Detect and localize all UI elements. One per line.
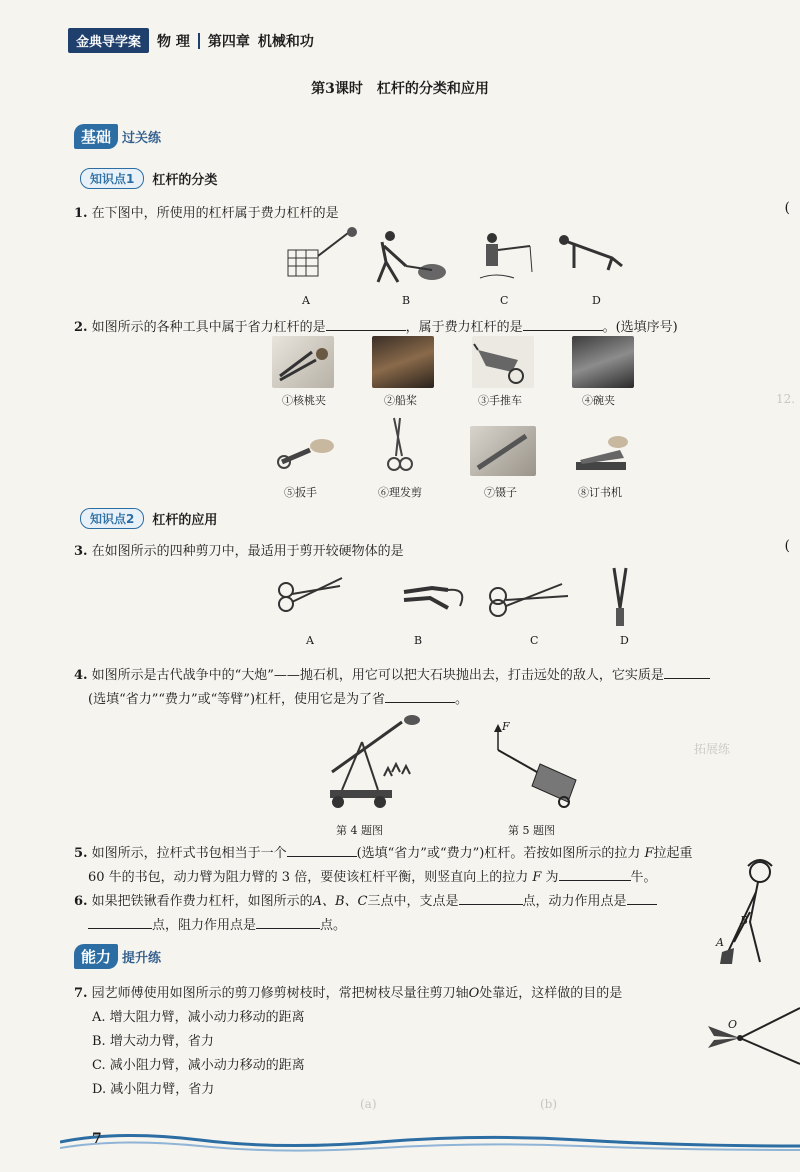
q2-item-2: ②船桨: [384, 394, 417, 407]
bleed-fig-a-label: (a): [360, 1097, 377, 1111]
q6-number: 6.: [74, 894, 88, 909]
scissors-icon: [380, 416, 420, 476]
q3-scissors-c-icon: [490, 584, 568, 616]
chapter-label: 第四章: [207, 33, 250, 50]
q5-line2-text-b: 为: [545, 870, 559, 885]
lesson-title: 第3课时 杠杆的分类和应用: [311, 81, 489, 97]
q7-axis-o: O: [468, 986, 480, 1001]
q1-answer-paren: (: [784, 200, 790, 216]
page-number: 7: [92, 1131, 102, 1147]
fig4-trebuchet-illustration: [322, 712, 432, 812]
q4-line1-text: 如图所示是古代战争中的“大炮”——抛石机，用它可以把大石块抛出去，打击远处的敌人，它实质是: [91, 668, 664, 683]
q3-label-c: C: [530, 634, 539, 647]
q1-label-c: C: [500, 294, 509, 307]
section-ability-tag: 能力: [74, 944, 118, 969]
q4-blank-1[interactable]: [664, 666, 710, 679]
tweezers-icon: [470, 426, 536, 476]
q3-stem: [74, 540, 404, 559]
q6-line1-text-a: 如果把铁锹看作费力杠杆，如图所示的: [91, 894, 313, 909]
section-ability-sub: 提升练: [122, 951, 162, 966]
brand-label: 金典导学案: [68, 28, 149, 53]
q5-number: 5.: [74, 846, 88, 861]
q4-blank-2[interactable]: [385, 690, 455, 703]
q6-blank-3[interactable]: [256, 916, 320, 929]
q5-line2-force-f: F: [532, 870, 542, 885]
q2-blank-1[interactable]: [326, 318, 406, 331]
bleed-q12-number: 12.: [776, 392, 796, 406]
q5-line2-text-c: 牛。: [630, 870, 657, 885]
q5-line-2: [88, 866, 657, 885]
wrench-icon: [276, 428, 338, 476]
bleed-fig-b-label: (b): [540, 1097, 558, 1111]
q1-figure-row: [282, 226, 642, 288]
q1-option-c-illustration: [480, 233, 532, 278]
q2-item-7: ⑦镊子: [484, 486, 517, 499]
knowledge-point-1: [80, 168, 217, 189]
kp2-pill: 知识点2: [80, 508, 144, 529]
chapter-title: 机械和功: [257, 33, 314, 50]
q1-text: 在下图中，所使用的杠杆属于费力杠杆的是: [91, 206, 339, 221]
q5-line1-text-b: (选填“省力”或“费力”)杠杆。若按如图所示的拉力: [356, 846, 641, 861]
q2-photo-hair-scissors: [380, 416, 420, 476]
q3-label-d: D: [620, 634, 629, 647]
bleed-tuozhan-label: 拓展练: [694, 742, 731, 756]
nutcracker-icon: [272, 336, 334, 388]
q2-photo-stapler: [572, 428, 634, 476]
q3-scissors-row: [272, 562, 652, 632]
q6-line1-points: A、B、C: [312, 894, 368, 909]
q2-photo-wrench: [276, 428, 338, 476]
knowledge-point-2: [80, 508, 217, 529]
q3-scissors-a-icon: [279, 578, 342, 611]
q3-label-a: A: [306, 634, 314, 647]
q6-line1-text-c: 点，动力作用点是: [522, 894, 627, 909]
subject-label: 物 理: [157, 33, 190, 50]
section-basic-badge: [74, 124, 161, 149]
q2-photo-wheelbarrow: [472, 336, 534, 388]
stapler-icon: [572, 428, 634, 476]
section-basic-sub: 过关练: [122, 131, 162, 146]
q2-item-8: ⑧订书机: [578, 486, 622, 499]
q5-line2-text-a: 60 牛的书包，动力臂为阻力臂的 3 倍，要使该杠杆平衡，则竖直向上的拉力: [88, 870, 529, 885]
fig5-force-label: F: [502, 720, 510, 733]
q4-line-2: [88, 688, 468, 707]
q3-number: 3.: [74, 544, 88, 559]
q5-line-1: [74, 842, 693, 861]
q3-answer-paren: (: [784, 538, 790, 554]
q2-text-c: 。(选填序号): [602, 320, 678, 335]
kp2-title: 杠杆的应用: [152, 513, 218, 528]
q2-item-1: ①核桃夹: [282, 394, 326, 407]
q5-line1-text-a: 如图所示，拉杆式书包相当于一个: [91, 846, 287, 861]
q5-blank-2[interactable]: [559, 868, 631, 881]
header-divider: [198, 33, 200, 49]
fig4-caption: 第 4 题图: [336, 824, 383, 837]
section-basic-tag: 基础: [74, 124, 118, 149]
q7-text-a: 园艺师傅使用如图所示的剪刀修剪树枝时，常把树枝尽量往剪刀轴: [91, 986, 469, 1001]
q3-text: 在如图所示的四种剪刀中，最适用于剪开较硬物体的是: [91, 544, 404, 559]
q7-pruning-shears-illustration: [704, 1002, 800, 1076]
q6-blank-2[interactable]: [627, 892, 657, 905]
q2-item-5: ⑤扳手: [284, 486, 317, 499]
q2-item-4: ④碗夹: [582, 394, 615, 407]
q2-photo-bowl-clamp: [572, 336, 634, 388]
q7-stem: [74, 982, 622, 1001]
q2-item-6: ⑥理发剪: [378, 486, 422, 499]
q7-text-b: 处靠近，这样做的目的是: [479, 986, 623, 1001]
q7-option-b[interactable]: B. 增大动力臂，省力: [92, 1034, 214, 1049]
q2-item-3: ③手推车: [478, 394, 522, 407]
q4-line2-text-a: (选填“省力”“费力”或“等臂”)杠杆，使用它是为了省: [88, 692, 386, 707]
q2-number: 2.: [74, 320, 88, 335]
q7-number: 7.: [74, 986, 88, 1001]
q1-option-d-illustration: [559, 235, 622, 270]
q3-label-b: B: [414, 634, 423, 647]
q1-option-a-illustration: [288, 227, 357, 276]
q5-blank-1[interactable]: [287, 844, 357, 857]
page-header: [68, 28, 314, 53]
q6-line-1: [74, 890, 657, 909]
wheelbarrow-icon: [472, 336, 534, 388]
fig5-trolley-bag-illustration: [484, 722, 584, 812]
q6-line2-text-a: 点，阻力作用点是: [152, 918, 257, 933]
footer-wave-decoration: [60, 1128, 800, 1154]
section-ability-badge: [74, 944, 161, 969]
q3-scissors-b-icon: [404, 588, 462, 608]
q6-shovel-worker-illustration: [720, 852, 800, 972]
q1-number: 1.: [74, 206, 88, 221]
q1-label-b: B: [402, 294, 411, 307]
q6-line2-text-b: 点。: [320, 918, 347, 933]
q6-line-2: [88, 914, 346, 933]
q7-option-d[interactable]: D. 减小阻力臂，省力: [92, 1082, 215, 1097]
q5-line1-force-f: F: [644, 846, 654, 861]
q1-stem: [74, 202, 339, 221]
q4-line-1: [74, 664, 710, 683]
q7-option-c[interactable]: C. 减小阻力臂，减小动力移动的距离: [92, 1058, 305, 1073]
q7-fig-label-o: O: [728, 1018, 738, 1031]
q2-stem: [74, 316, 678, 335]
q4-line2-text-b: 。: [455, 692, 469, 707]
q1-label-d: D: [592, 294, 601, 307]
q6-fig-label-a: A: [716, 936, 724, 949]
q4-number: 4.: [74, 668, 88, 683]
q2-photo-oar: [372, 336, 434, 388]
q2-text-a: 如图所示的各种工具中属于省力杠杆的是: [91, 320, 326, 335]
q6-fig-label-b: B: [740, 914, 749, 927]
q6-blank-1[interactable]: [459, 892, 523, 905]
q5-line1-text-c: 拉起重: [653, 846, 693, 861]
q1-label-a: A: [302, 294, 310, 307]
kp1-pill: 知识点1: [80, 168, 144, 189]
q1-option-b-illustration: [378, 231, 446, 282]
kp1-title: 杠杆的分类: [152, 173, 218, 188]
fig5-caption: 第 5 题图: [508, 824, 555, 837]
q6-blank-2-cont[interactable]: [88, 916, 152, 929]
q2-photo-walnut-cracker: [272, 336, 334, 388]
q2-text-b: ，属于费力杠杆的是: [405, 320, 523, 335]
q6-line1-text-b: 三点中，支点是: [367, 894, 459, 909]
q2-photo-tweezers: [470, 426, 536, 476]
q3-scissors-d-icon: [614, 568, 626, 626]
q7-option-a[interactable]: A. 增大阻力臂，减小动力移动的距离: [92, 1010, 305, 1025]
q2-blank-2[interactable]: [523, 318, 603, 331]
